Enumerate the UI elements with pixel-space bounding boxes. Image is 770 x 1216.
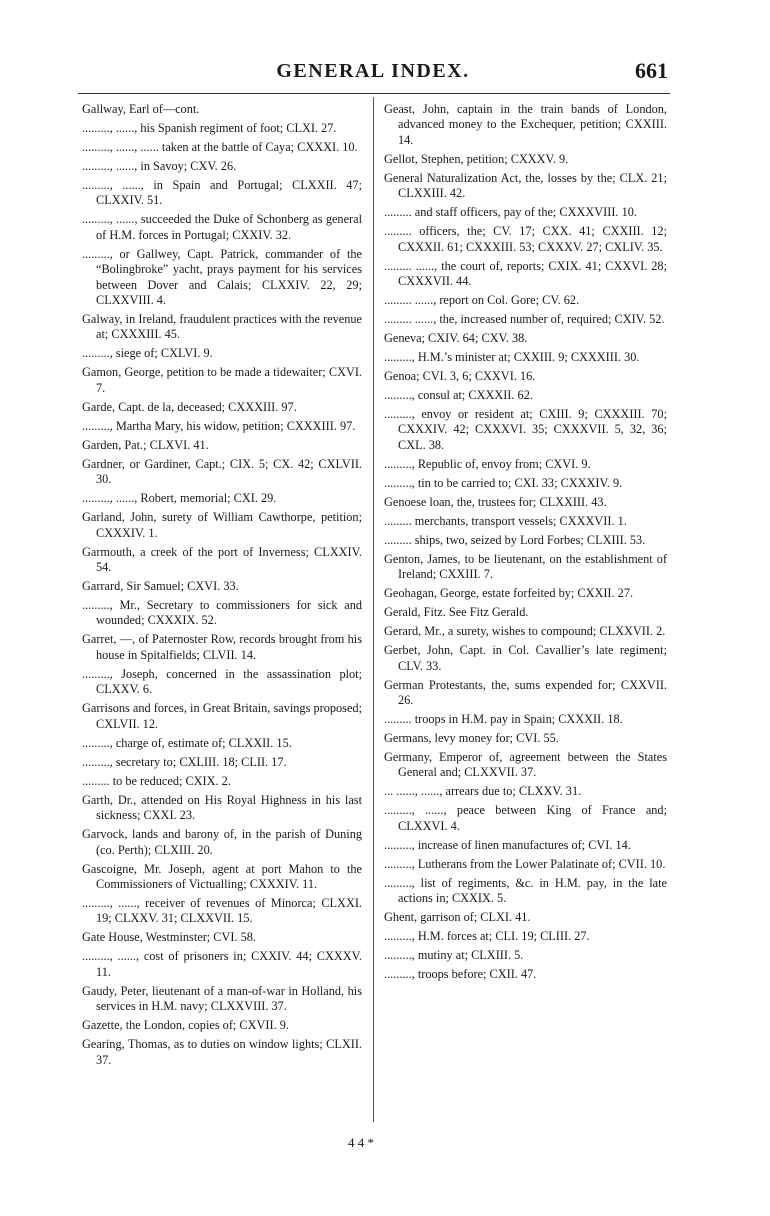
index-entry: ........., tin to be carried to; CXI. 33; CXXXIV. 9.: [384, 475, 623, 490]
index-entry: ........., list of regiments, &c. in H.M. pay, in the late actions in; CXXIX. 5.: [384, 875, 667, 906]
index-entry: ......... merchants, transport vessels; CXXXVII. 1.: [384, 513, 627, 528]
index-entry: ........., charge of, estimate of; CLXXII. 15.: [82, 735, 292, 750]
index-entry: ........., envoy or resident at; CXIII. 9; CXXXIII. 70; CXXXIV. 42; CXXXVI. 35; CXXXVII. 5, 32, 36; CXL. 38.: [384, 407, 667, 452]
index-entry: ........., secretary to; CXLIII. 18; CLII. 17.: [82, 754, 287, 769]
index-entry: ........., consul at; CXXXII. 62.: [384, 388, 533, 403]
index-entry: ......... to be reduced; CXIX. 2.: [82, 773, 231, 788]
page-header: [78, 58, 668, 88]
index-entry: ........., ......, peace between King of France and; CLXXVI. 4.: [384, 803, 667, 833]
header-rule: [78, 93, 670, 94]
index-entry: Garvock, lands and barony of, in the parish of Duning (co. Perth); CLXIII. 20.: [82, 827, 362, 857]
index-entry: ........., H.M.’s minister at; CXXIII. 9; CXXXIII. 30.: [384, 350, 640, 365]
index-entry: Gascoigne, Mr. Joseph, agent at port Mahon to the Commissioners of Victualling; CXXXIV. 11.: [82, 861, 362, 891]
index-entry: Gerbet, John, Capt. in Col. Cavallier’s late regiment; CLV. 33.: [384, 643, 667, 673]
index-entry: ......... troops in H.M. pay in Spain; CXXXII. 18.: [384, 712, 623, 727]
index-entry: ......... officers, the; CV. 17; CXX. 41; CXXIII. 12; CXXXII. 61; CXXXIII. 53; CXXXV. 27; CXLIV. 35.: [384, 224, 667, 254]
column-divider: [373, 97, 374, 1122]
index-entry: ........., ......, ...... taken at the battle of Caya; CXXXI. 10.: [82, 140, 358, 154]
index-entry: ........., ......, receiver of revenues of Minorca; CLXXI. 19; CLXXV. 31; CLXXVII. 15.: [82, 895, 362, 926]
index-entry: Geneva; CXIV. 64; CXV. 38.: [384, 331, 528, 346]
index-entry: ........., ......, his Spanish regiment of foot; CLXI. 27.: [82, 121, 337, 135]
index-entry: ........., Joseph, concerned in the assassination plot; CLXXV. 6.: [82, 666, 362, 697]
index-entry: ......... ......, the court of, reports; CXIX. 41; CXXVI. 28; CXXXVII. 44.: [384, 258, 667, 289]
index-entry: Gellot, Stephen, petition; CXXXV. 9.: [384, 151, 569, 166]
index-entry: Garmouth, a creek of the port of Inverness; CLXXIV. 54.: [82, 544, 362, 575]
index-entry: Genoese loan, the, trustees for; CLXXIII. 43.: [384, 494, 607, 509]
index-entry: ........., increase of linen manufactures of; CVI. 14.: [384, 837, 631, 852]
index-entry: ........., ......, Robert, memorial; CXI. 29.: [82, 491, 277, 506]
index-entry: Gazette, the London, copies of; CXVII. 9.: [82, 1018, 289, 1033]
index-entry: ......... and staff officers, pay of the; CXXXVIII. 10.: [384, 205, 637, 220]
right-column: [384, 102, 667, 986]
index-entry: Germany, Emperor of, agreement between the States General and; CLXXVII. 37.: [384, 750, 667, 780]
index-entry: Germans, levy money for; CVI. 55.: [384, 731, 559, 746]
index-entry: Gardner, or Gardiner, Capt.; CIX. 5; CX. 42; CXLVII. 30.: [82, 456, 362, 487]
index-entry: Garret, —, of Paternoster Row, records brought from his house in Spitalfields; CLVII. 14.: [82, 632, 362, 662]
page-title: GENERAL INDEX.: [276, 60, 470, 82]
index-entry: Ghent, garrison of; CLXI. 41.: [384, 910, 531, 925]
index-entry: Genton, James, to be lieutenant, on the establishment of Ireland; CXXIII. 7.: [384, 551, 667, 582]
index-entry: ........., Martha Mary, his widow, petition; CXXXIII. 97.: [82, 418, 356, 433]
index-entry: Garrisons and forces, in Great Britain, savings proposed; CXLVII. 12.: [82, 701, 362, 731]
index-entry: Gamon, George, petition to be made a tidewaiter; CXVI. 7.: [82, 365, 362, 395]
index-entry: Geohagan, George, estate forfeited by; CXXII. 27.: [384, 586, 634, 601]
index-entry: ........., mutiny at; CLXIII. 5.: [384, 948, 524, 963]
index-entry: Gaudy, Peter, lieutenant of a man-of-war in Holland, his services in H.M. navy; CLXXVIII. 37.: [82, 983, 362, 1014]
index-entry: ........., or Gallwey, Capt. Patrick, commander of the “Bolingbroke” yacht, prays payment for his services between Dover and Calais; CLXXIV. 22, 29; CLXXVIII. 4.: [82, 246, 362, 308]
index-entry: ........., troops before; CXII. 47.: [384, 967, 537, 982]
index-entry: German Protestants, the, sums expended for; CXXVII. 26.: [384, 677, 667, 708]
index-entry: Garland, John, surety of William Cawthorpe, petition; CXXXIV. 1.: [82, 510, 362, 540]
index-entry: Garrard, Sir Samuel; CXVI. 33.: [82, 579, 239, 594]
index-entry: Gerard, Mr., a surety, wishes to compound; CLXXVII. 2.: [384, 624, 666, 639]
index-entry: Gerald, Fitz. See Fitz Gerald.: [384, 605, 529, 620]
index-entry: Gate House, Westminster; CVI. 58.: [82, 930, 256, 945]
index-entry: ......... ......, report on Col. Gore; CV. 62.: [384, 293, 580, 308]
index-entry: Geast, John, captain in the train bands of London, advanced money to the Exchequer, petition; CXXIII. 14.: [384, 102, 667, 147]
signature-mark: 4 4 *: [348, 1135, 374, 1150]
page-number: 661: [635, 58, 668, 83]
index-entry: ... ......, ......, arrears due to; CLXXV. 31.: [384, 784, 582, 799]
index-entry: ........., ......, in Spain and Portugal; CLXXII. 47; CLXXIV. 51.: [82, 178, 362, 208]
index-entry: Garde, Capt. de la, deceased; CXXXIII. 97.: [82, 399, 297, 414]
index-entry: Gearing, Thomas, as to duties on window lights; CLXII. 37.: [82, 1037, 362, 1067]
index-entry: Gallway, Earl of—cont.: [82, 102, 200, 116]
index-entry: ......... ......, the, increased number of, required; CXIV. 52.: [384, 312, 665, 327]
index-entry: ........., ......, succeeded the Duke of Schonberg as general of H.M. forces in Portugal; CXXIV. 32.: [82, 212, 362, 242]
index-entry: Garden, Pat.; CLXVI. 41.: [82, 437, 209, 452]
index-entry: ........., Mr., Secretary to commissioners for sick and wounded; CXXXIX. 52.: [82, 598, 362, 628]
index-entry: ........., H.M. forces at; CLI. 19; CLIII. 27.: [384, 929, 590, 944]
index-entry: General Naturalization Act, the, losses by the; CLX. 21; CLXXIII. 42.: [384, 170, 667, 201]
index-entry: Garth, Dr., attended on His Royal Highness in his last sickness; CXXI. 23.: [82, 792, 362, 823]
index-entry: Galway, in Ireland, fraudulent practices with the revenue at; CXXXIII. 45.: [82, 312, 362, 342]
index-entry: ......... ships, two, seized by Lord Forbes; CLXIII. 53.: [384, 532, 646, 547]
index-entry: Genoa; CVI. 3, 6; CXXVI. 16.: [384, 369, 536, 384]
left-column: [82, 102, 362, 1072]
index-entry: ........., ......, cost of prisoners in; CXXIV. 44; CXXXV. 11.: [82, 949, 362, 979]
index-entry: ........., ......, in Savoy; CXV. 26.: [82, 159, 237, 173]
index-entry: ........., Lutherans from the Lower Palatinate of; CVII. 10.: [384, 856, 666, 871]
index-entry: ........., Republic of, envoy from; CXVI. 9.: [384, 456, 591, 471]
index-entry: ........., siege of; CXLVI. 9.: [82, 346, 213, 361]
